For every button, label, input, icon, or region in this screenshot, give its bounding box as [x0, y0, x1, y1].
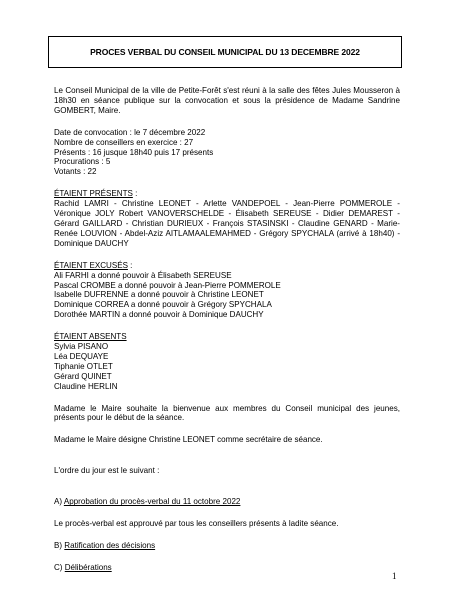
- presents-heading-text: ÉTAIENT PRÉSENTS: [54, 189, 133, 199]
- agenda-item-a: [54, 497, 400, 507]
- presents-heading-colon: :: [132, 189, 138, 199]
- intro-paragraph: Le Conseil Municipal de la ville de Petite-Forêt s'est réuni à la salle des fêtes Jules Mousseron à 18h30 en séance publique sur la convocation et sous la présidence de Madame Sandrine GOMBERT, Maire.: [54, 86, 400, 115]
- presents-heading: [54, 189, 400, 199]
- agenda-item-c-title: Délibérations: [64, 562, 112, 572]
- list-item: Ali FARHI a donné pouvoir à Élisabeth SEREUSE: [54, 270, 232, 280]
- list-item: Léa DEQUAYE: [54, 351, 109, 361]
- list-item: Sylvia PISANO: [54, 342, 109, 352]
- list-item: Claudine HERLIN: [54, 381, 118, 391]
- title-box: [48, 36, 402, 68]
- agenda-item-c: [54, 563, 400, 573]
- document-title: PROCES VERBAL DU CONSEIL MUNICIPAL DU 13 DECEMBRE 2022: [90, 47, 360, 57]
- agenda-item-b-prefix: B): [54, 541, 65, 550]
- list-item: Dominique CORREA a donné pouvoir à Grégory SPYCHALA: [54, 300, 272, 310]
- list-item: Dorothée MARTIN a donné pouvoir à Dominique DAUCHY: [54, 310, 264, 320]
- agenda-item-a-text: Le procès-verbal est approuvé par tous les conseillers présents à ladite séance.: [54, 519, 339, 529]
- list-item: Gérard QUINET: [54, 371, 112, 381]
- agenda-item-a-prefix: A): [54, 497, 64, 507]
- stat-line: Présents : 16 jusque 18h40 puis 17 présents: [54, 147, 214, 157]
- excuses-heading-colon: :: [127, 260, 133, 270]
- excuses-list: [54, 271, 400, 321]
- list-item: Tiphanie OTLET: [54, 361, 113, 371]
- page-number: 1: [392, 571, 397, 581]
- absents-heading-text: ÉTAIENT ABSENTS: [54, 332, 127, 342]
- meeting-stats: [54, 128, 400, 178]
- presents-list: Rachid LAMRI - Christine LEONET - Arlette VANDEPOEL - Jean-Pierre POMMEROLE - Véronique JOLY Robert VANOVERSCHELDE - Élisabeth SEREUSE - Didier DEMAREST - Gérard GAILLARD - Christian DURIEUX - François STASINSKI - Claudine GENARD - Marie-Renée LOUVION - Abdel-Aziz AITLAMAALEMAHMED - Grégory SPYCHALA (arrivé à 18h40) - Dominique DAUCHY: [54, 199, 400, 248]
- list-item: Isabelle DUFRENNE a donné pouvoir à Christine LEONET: [54, 290, 264, 300]
- agenda-intro: L'ordre du jour est le suivant :: [54, 466, 160, 476]
- stat-line: Nombre de conseillers en exercice : 27: [54, 137, 194, 147]
- stat-line: Votants : 22: [54, 167, 97, 177]
- secretary-paragraph: Madame le Maire désigne Christine LEONET comme secrétaire de séance.: [54, 435, 323, 445]
- absents-heading: [54, 332, 400, 342]
- stat-line: Date de convocation : le 7 décembre 2022: [54, 127, 206, 137]
- agenda-item-a-title: Approbation du procès-verbal du 11 octobre 2022: [63, 497, 241, 507]
- agenda-item-c-prefix: C): [54, 562, 65, 572]
- excuses-heading-text: ÉTAIENT EXCUSÉS: [54, 260, 128, 270]
- document-body: [54, 86, 400, 573]
- list-item: Pascal CROMBE a donné pouvoir à Jean-Pierre POMMEROLE: [54, 280, 281, 290]
- welcome-paragraph: Madame le Maire souhaite la bienvenue aux membres du Conseil municipal des jeunes, présents pour le début de la séance.: [54, 403, 400, 423]
- agenda-item-b: [54, 541, 400, 551]
- absents-list: [54, 342, 400, 392]
- agenda-item-b-title: Ratification des décisions: [64, 541, 156, 550]
- stat-line: Procurations : 5: [54, 157, 111, 167]
- excuses-heading: [54, 261, 400, 271]
